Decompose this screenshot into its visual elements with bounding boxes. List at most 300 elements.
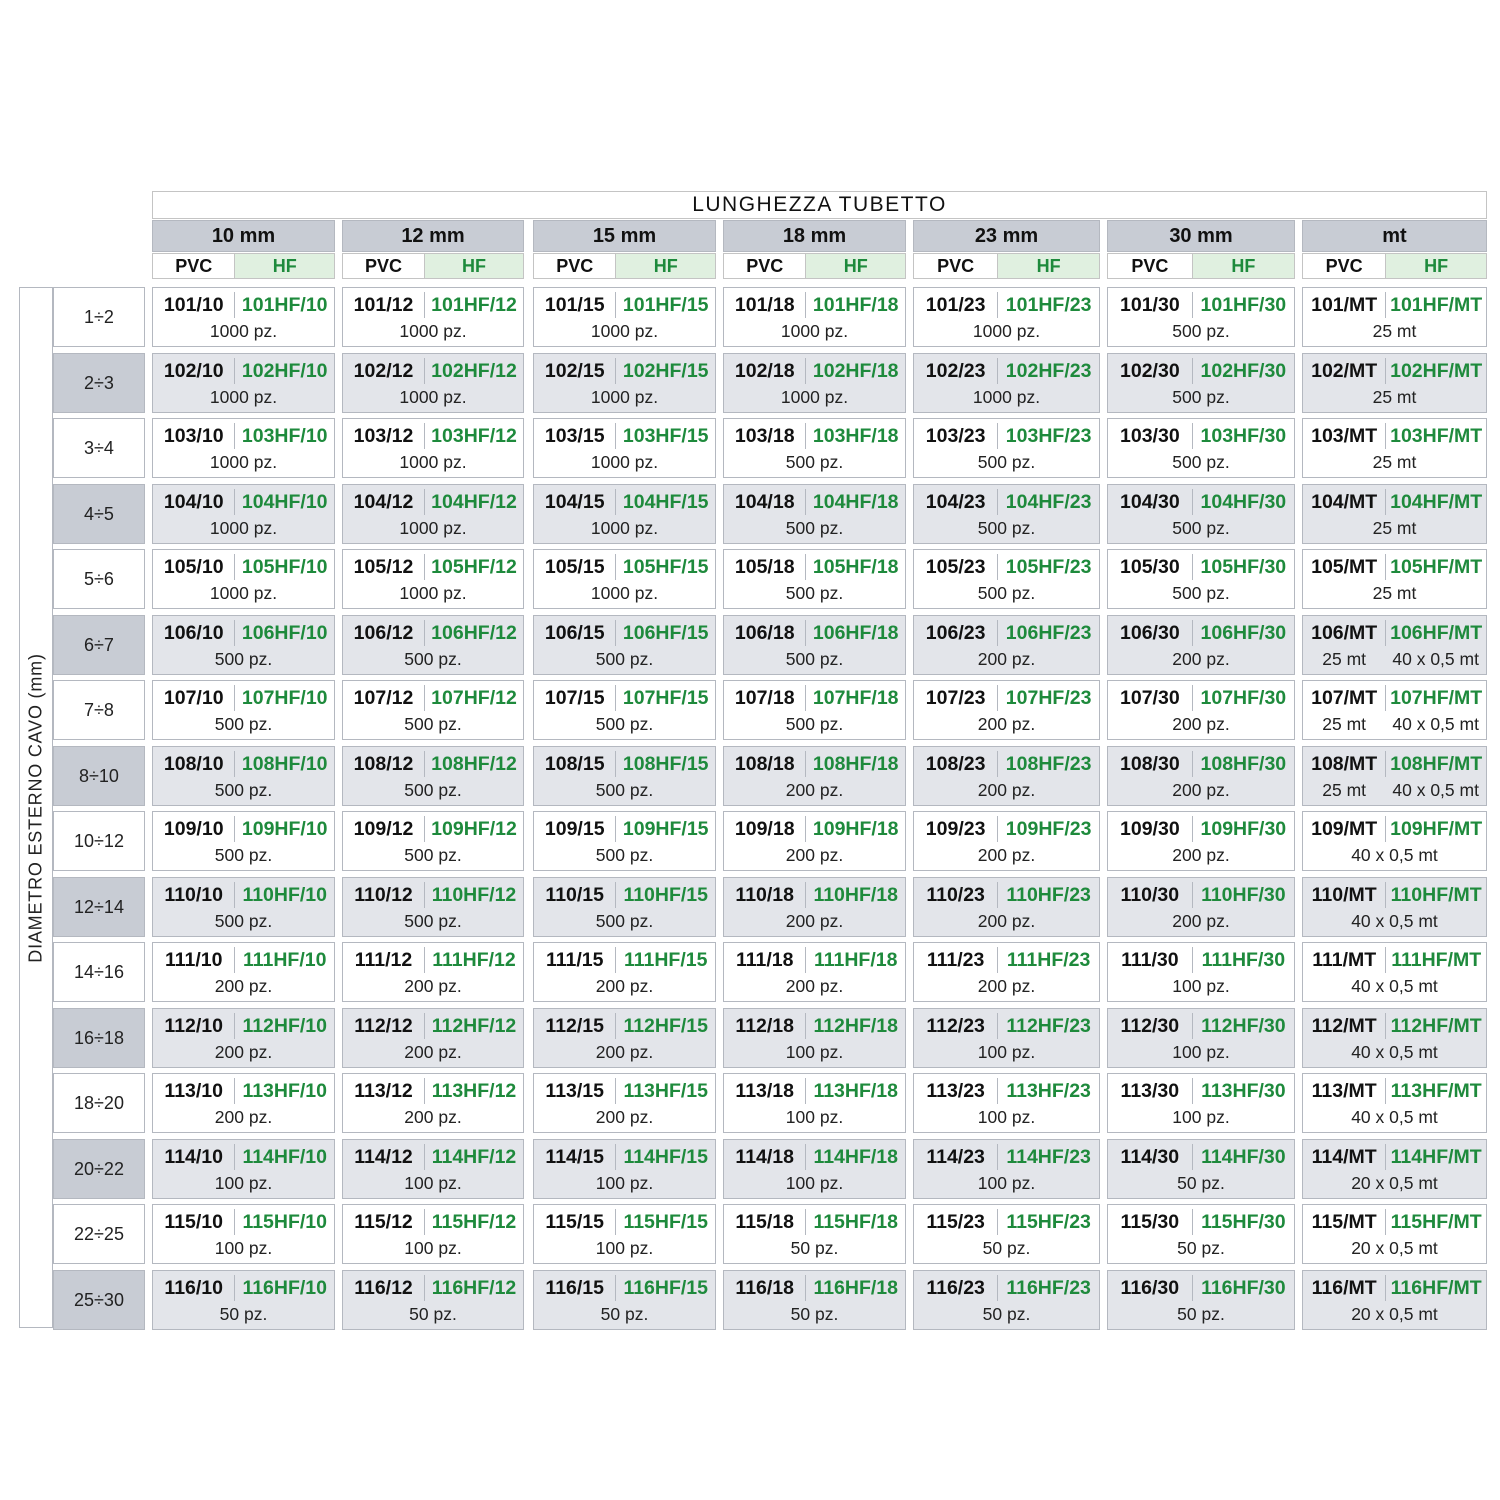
pack-quantity: 200 pz. [977,713,1036,734]
pack-quantity: 500 pz. [214,648,273,669]
pvc-code: 109/12 [343,816,425,842]
pvc-code: 107/15 [534,685,616,711]
table-cell [342,1270,524,1330]
cell-quantity [914,1303,1099,1325]
pvc-code: 104/12 [343,489,425,515]
cell-quantity [1303,648,1486,670]
material-subheader [723,253,906,279]
pvc-code: 111/10 [153,947,235,973]
pvc-code: 113/15 [534,1078,616,1104]
table-cell [342,942,524,1002]
hf-code: 109HF/12 [431,817,517,840]
hf-code: 106HF/30 [1200,621,1287,644]
pack-quantity: 500 pz. [785,517,844,538]
table-cell [1107,1073,1295,1133]
cell-codes [1303,1013,1486,1039]
cell-quantity [1108,648,1294,670]
pack-quantity: 20 x 0,5 mt [1351,1172,1438,1193]
cell-codes [153,620,334,646]
cell-quantity [1108,320,1294,342]
cell-codes [1108,751,1294,777]
pvc-code: 102/MT [1303,358,1386,384]
pvc-code: 105/15 [534,554,616,580]
hf-code: 101HF/23 [1005,293,1092,316]
cell-quantity [343,517,523,539]
hf-code: 101HF/10 [241,293,328,316]
pack-quantity: 500 pz. [785,713,844,734]
cell-codes [724,1078,905,1104]
column-header: 15 mm [533,220,716,252]
row-label-diameter: 5÷6 [53,549,145,609]
cell-quantity [724,713,905,735]
hf-code: 112HF/MT [1390,1014,1482,1037]
pack-quantity: 200 pz. [785,779,844,800]
table-cell [1302,1073,1487,1133]
pvc-code: 114/10 [153,1144,235,1170]
pvc-code: 111/MT [1303,947,1386,973]
hf-code: 106HF/15 [622,621,709,644]
table-cell [1302,1139,1487,1199]
pack-quantity: 40 x 0,5 mt [1351,1041,1438,1062]
table-cell [913,1204,1100,1264]
material-subheader [1302,253,1487,279]
cell-codes [153,554,334,580]
hf-code: 108HF/12 [431,752,517,775]
hf-code: 101HF/MT [1390,293,1483,316]
cell-quantity [534,713,715,735]
cell-codes [1108,423,1294,449]
pvc-code: 115/30 [1108,1209,1193,1235]
cell-quantity [153,386,334,408]
table-cell [913,1139,1100,1199]
table-cell [152,1008,335,1068]
cell-quantity [724,648,905,670]
pack-quantity: 40 x 0,5 mt [1351,975,1438,996]
cell-quantity [153,975,334,997]
pack-quantity: 50 pz. [1177,1303,1225,1324]
pvc-code: 104/10 [153,489,235,515]
subheader-pvc: PVC [1108,254,1193,278]
pvc-code: 107/MT [1303,685,1386,711]
pvc-code: 103/MT [1303,423,1386,449]
hf-code: 112HF/15 [623,1014,708,1037]
hf-code: 116HF/23 [1006,1276,1091,1299]
pvc-code: 114/18 [724,1144,806,1170]
table-cell [723,1270,906,1330]
table-cell [152,680,335,740]
hf-code: 103HF/30 [1200,424,1287,447]
cell-codes [724,816,905,842]
pvc-code: 104/15 [534,489,616,515]
cell-codes [914,358,1099,384]
cell-codes [343,1144,523,1170]
cell-codes [153,947,334,973]
pack-quantity: 1000 pz. [780,386,849,407]
hf-code: 105HF/30 [1200,555,1287,578]
pvc-code: 107/18 [724,685,806,711]
pvc-code: 115/23 [914,1209,998,1235]
cell-quantity [1303,386,1486,408]
hf-code: 103HF/12 [431,424,517,447]
table-cell [723,549,906,609]
pvc-code: 103/18 [724,423,806,449]
cell-codes [914,751,1099,777]
hf-code: 105HF/MT [1390,555,1483,578]
cell-codes [1108,1078,1294,1104]
hf-code: 114HF/12 [431,1145,517,1168]
cell-codes [343,358,523,384]
cell-codes [153,1078,334,1104]
pvc-code: 109/18 [724,816,806,842]
hf-code: 103HF/18 [812,424,899,447]
table-cell [1107,1139,1295,1199]
pack-quantity: 1000 pz. [590,386,659,407]
cell-quantity [1108,1106,1294,1128]
cell-codes [343,292,523,318]
hf-code: 111HF/18 [813,948,898,971]
cell-codes [534,816,715,842]
subheader-hf: HF [998,254,1099,278]
pack-quantity: 1000 pz. [590,320,659,341]
cell-codes [343,685,523,711]
cell-codes [914,292,1099,318]
row-label-diameter: 3÷4 [53,418,145,478]
cell-quantity [153,582,334,604]
hf-code: 107HF/10 [241,686,328,709]
cell-quantity [343,582,523,604]
subheader-pvc: PVC [914,254,998,278]
pack-quantity: 500 pz. [595,910,654,931]
table-cell [152,1139,335,1199]
pvc-code: 103/10 [153,423,235,449]
table-cell [1302,877,1487,937]
pack-quantity: 1000 pz. [590,517,659,538]
pack-quantity: 1000 pz. [780,320,849,341]
pack-quantity: 200 pz. [785,910,844,931]
hf-code: 112HF/12 [431,1014,517,1037]
cell-codes [153,1209,334,1235]
cell-codes [1108,1275,1294,1301]
subheader-pvc: PVC [1303,254,1386,278]
pvc-code: 109/10 [153,816,235,842]
hf-code: 115HF/18 [813,1210,898,1233]
table-cell [152,1073,335,1133]
hf-code: 111HF/15 [623,948,708,971]
cell-quantity [1303,910,1486,932]
cell-quantity [153,451,334,473]
cell-codes [914,1209,1099,1235]
pvc-code: 102/10 [153,358,235,384]
cell-quantity [1303,582,1486,604]
pack-quantity: 500 pz. [404,844,462,865]
pvc-code: 110/12 [343,882,425,908]
column-header: 18 mm [723,220,906,252]
cell-codes [1303,882,1486,908]
pvc-code: 113/30 [1108,1078,1193,1104]
column-header: 23 mm [913,220,1100,252]
table-cell [152,746,335,806]
cell-quantity [1108,1303,1294,1325]
hf-code: 113HF/18 [813,1079,898,1102]
cell-quantity [343,713,523,735]
pack-quantity: 500 pz. [785,648,844,669]
cell-codes [343,1078,523,1104]
table-cell [723,1204,906,1264]
material-subheader [152,253,335,279]
table-cell [913,287,1100,347]
table-cell [342,615,524,675]
table-cell [1107,484,1295,544]
table-cell [723,1139,906,1199]
cell-codes [1108,816,1294,842]
cell-quantity [1108,517,1294,539]
cell-codes [1108,554,1294,580]
cell-quantity [1108,779,1294,801]
pvc-code: 112/12 [343,1013,425,1039]
hf-code: 115HF/23 [1006,1210,1091,1233]
pack-quantity: 100 pz. [214,1237,273,1258]
cell-quantity [1303,451,1486,473]
pvc-quantity: 25 mt [1322,648,1367,669]
cell-quantity [1303,1172,1486,1194]
table-cell [533,1270,716,1330]
cell-codes [534,292,715,318]
cell-quantity [1303,1237,1486,1259]
pack-quantity: 50 pz. [1177,1237,1225,1258]
cell-quantity [153,1303,334,1325]
cell-quantity [914,779,1099,801]
table-cell [342,549,524,609]
hf-code: 107HF/15 [622,686,709,709]
pack-quantity: 25 mt [1372,451,1417,472]
hf-code: 108HF/18 [812,752,899,775]
cell-quantity [153,844,334,866]
pack-quantity: 1000 pz. [209,386,278,407]
row-label-diameter: 2÷3 [53,353,145,413]
pack-quantity: 100 pz. [404,1237,462,1258]
pvc-code: 115/18 [724,1209,806,1235]
material-subheader [913,253,1100,279]
pack-quantity: 500 pz. [404,779,462,800]
table-cell [342,287,524,347]
pack-quantity: 100 pz. [1172,1041,1230,1062]
pvc-code: 114/30 [1108,1144,1193,1170]
cell-codes [534,554,715,580]
table-cell [342,746,524,806]
pack-quantity: 100 pz. [1172,975,1230,996]
hf-quantity: 40 x 0,5 mt [1392,648,1479,669]
hf-code: 114HF/MT [1390,1145,1482,1168]
hf-code: 111HF/30 [1201,948,1286,971]
pack-quantity: 1000 pz. [590,582,659,603]
subheader-pvc: PVC [724,254,806,278]
cell-codes [1108,292,1294,318]
pvc-code: 102/12 [343,358,425,384]
pvc-code: 102/23 [914,358,998,384]
cell-codes [1108,685,1294,711]
pvc-code: 110/18 [724,882,806,908]
pvc-code: 106/23 [914,620,998,646]
hf-code: 104HF/30 [1200,490,1287,513]
hf-code: 103HF/15 [622,424,709,447]
hf-code: 104HF/23 [1005,490,1092,513]
cell-codes [534,882,715,908]
row-label-diameter: 25÷30 [53,1270,145,1330]
pvc-code: 104/18 [724,489,806,515]
pack-quantity: 500 pz. [214,779,273,800]
pvc-code: 110/15 [534,882,616,908]
row-label-diameter: 8÷10 [53,746,145,806]
hf-code: 114HF/18 [813,1145,898,1168]
cell-quantity [343,779,523,801]
cell-quantity [1108,975,1294,997]
hf-code: 109HF/23 [1005,817,1092,840]
hf-code: 103HF/MT [1390,424,1483,447]
cell-quantity [914,648,1099,670]
pack-quantity: 50 pz. [1177,1172,1225,1193]
table-cell [533,942,716,1002]
pvc-code: 112/23 [914,1013,998,1039]
cell-codes [343,1013,523,1039]
pvc-code: 101/18 [724,292,806,318]
pvc-code: 110/30 [1108,882,1193,908]
pvc-code: 105/10 [153,554,235,580]
row-label-diameter: 16÷18 [53,1008,145,1068]
hf-code: 103HF/10 [241,424,328,447]
pvc-code: 106/15 [534,620,616,646]
table-cell [723,353,906,413]
table-cell [533,549,716,609]
cell-codes [914,1013,1099,1039]
pvc-code: 116/10 [153,1275,235,1301]
cell-codes [914,423,1099,449]
pvc-code: 104/30 [1108,489,1193,515]
table-cell [723,746,906,806]
cell-quantity [534,320,715,342]
cell-quantity [534,386,715,408]
table-cell [723,942,906,1002]
pvc-code: 101/MT [1303,292,1386,318]
pack-quantity: 1000 pz. [399,320,467,341]
table-cell [913,353,1100,413]
pack-quantity: 100 pz. [1172,1106,1230,1127]
cell-codes [1108,358,1294,384]
cell-codes [1303,489,1486,515]
cell-codes [153,1144,334,1170]
row-label-diameter: 7÷8 [53,680,145,740]
hf-code: 107HF/23 [1005,686,1092,709]
cell-codes [724,1013,905,1039]
pack-quantity: 500 pz. [1172,582,1230,603]
cell-quantity [1108,1237,1294,1259]
hf-code: 109HF/15 [622,817,709,840]
table-cell [533,287,716,347]
cell-quantity [153,320,334,342]
pack-quantity: 40 x 0,5 mt [1351,1106,1438,1127]
side-label-box [19,287,53,1328]
cell-quantity [1108,582,1294,604]
pvc-code: 105/23 [914,554,998,580]
hf-code: 116HF/30 [1201,1276,1286,1299]
table-cell [533,811,716,871]
pack-quantity: 100 pz. [785,1041,844,1062]
hf-code: 107HF/18 [812,686,899,709]
table-cell [1107,287,1295,347]
cell-codes [724,292,905,318]
pvc-code: 103/12 [343,423,425,449]
pvc-code: 108/18 [724,751,806,777]
cell-quantity [343,1041,523,1063]
hf-code: 116HF/18 [813,1276,898,1299]
cell-codes [724,882,905,908]
pack-quantity: 100 pz. [404,1172,462,1193]
table-cell [342,1139,524,1199]
pack-quantity: 500 pz. [785,582,844,603]
table-cell [152,1270,335,1330]
cell-quantity [534,975,715,997]
hf-code: 111HF/10 [242,948,327,971]
pvc-code: 101/30 [1108,292,1193,318]
pack-quantity: 20 x 0,5 mt [1351,1237,1438,1258]
hf-code: 104HF/12 [431,490,517,513]
table-cell [913,549,1100,609]
cell-codes [343,1209,523,1235]
cell-quantity [1303,713,1486,735]
cell-quantity [534,648,715,670]
hf-code: 104HF/15 [622,490,709,513]
pvc-code: 114/15 [534,1144,616,1170]
pvc-code: 108/MT [1303,751,1386,777]
pvc-code: 103/23 [914,423,998,449]
table-cell [1302,549,1487,609]
table-cell [1302,942,1487,1002]
cell-quantity [1303,1106,1486,1128]
pvc-code: 103/15 [534,423,616,449]
hf-code: 105HF/18 [812,555,899,578]
pvc-code: 115/15 [534,1209,616,1235]
cell-quantity [534,1237,715,1259]
hf-code: 115HF/15 [623,1210,708,1233]
cell-codes [153,489,334,515]
pack-quantity: 200 pz. [595,975,654,996]
pack-quantity: 500 pz. [785,451,844,472]
hf-quantity: 40 x 0,5 mt [1392,713,1479,734]
cell-codes [153,816,334,842]
column-header: 10 mm [152,220,335,252]
cell-quantity [1108,1041,1294,1063]
table-cell [152,1204,335,1264]
cell-codes [343,947,523,973]
hf-code: 115HF/MT [1390,1210,1482,1233]
cell-quantity [724,386,905,408]
cell-codes [343,620,523,646]
hf-code: 116HF/12 [431,1276,517,1299]
cell-quantity [343,386,523,408]
subheader-pvc: PVC [343,254,425,278]
pvc-code: 114/MT [1303,1144,1386,1170]
cell-codes [534,358,715,384]
cell-codes [153,882,334,908]
row-label-diameter: 6÷7 [53,615,145,675]
hf-code: 110HF/30 [1201,883,1286,906]
cell-codes [914,947,1099,973]
pack-quantity: 1000 pz. [590,451,659,472]
pack-quantity: 200 pz. [1172,779,1230,800]
pvc-code: 113/23 [914,1078,998,1104]
cell-codes [1303,947,1486,973]
cell-codes [534,1013,715,1039]
subheader-pvc: PVC [534,254,616,278]
